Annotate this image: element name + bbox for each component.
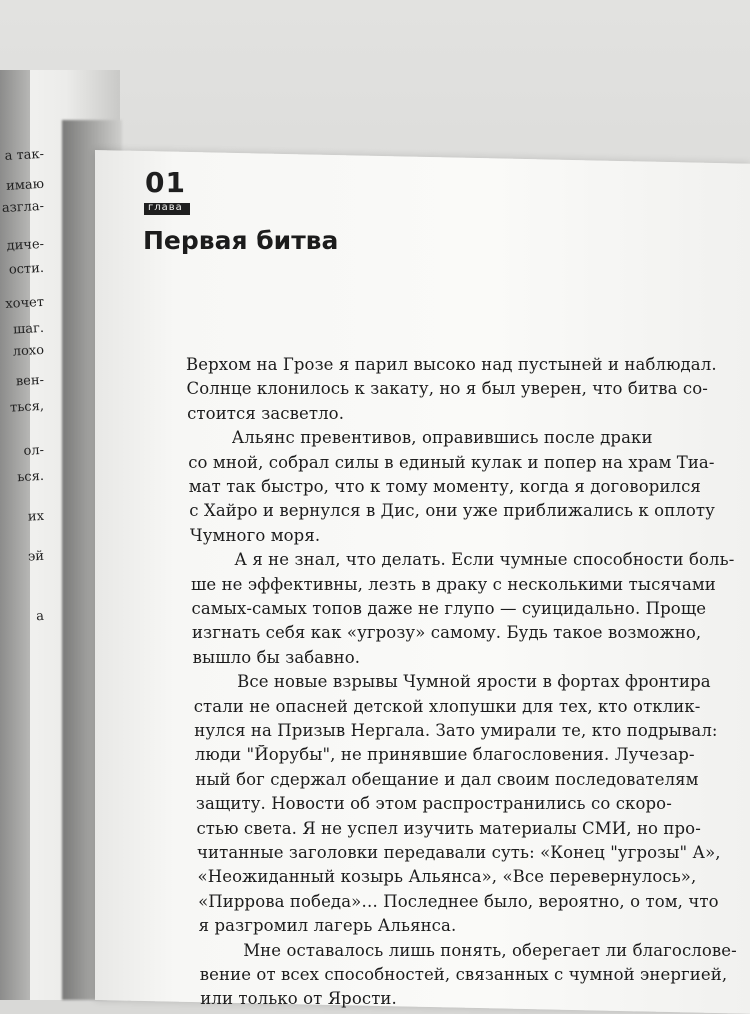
text-line: Мне оставалось лишь понять, оберегает ли благослове- <box>243 940 737 960</box>
text-line: Альянс превентивов, оправившись после драки <box>231 428 653 448</box>
left-page-fragment: хочет <box>4 294 45 312</box>
text-line: ный бог сдержал обещание и дал своим последователям <box>195 769 699 789</box>
text-line: Все новые взрывы Чумной ярости в фортах фронтира <box>237 672 711 692</box>
text-line: я разгромил лагерь Альянса. <box>198 916 457 936</box>
text-line: стью света. Я не успел изучить материалы СМИ, но про- <box>196 818 701 838</box>
text-line: с Хайро и вернулся в Дис, они уже приближались к оплоту <box>189 501 715 521</box>
left-page-fragment: их <box>27 508 45 525</box>
chapter-title: Первая битва <box>143 226 339 255</box>
left-page-fragment: ться, <box>9 398 45 416</box>
text-line: читанные заголовки передавали суть: «Конец "угрозы" А», <box>197 843 721 862</box>
chapter-label: глава <box>148 202 183 213</box>
text-line: люди "Йорубы", не принявшие благословения. Лучезар- <box>194 745 695 765</box>
text-line: изгнать себя как «угрозу» самому. Будь такое возможно, <box>192 623 702 643</box>
left-page-fragment: лохо <box>12 342 45 360</box>
left-page-fragment: вен- <box>15 372 45 390</box>
text-line: или только от Ярости. <box>200 989 397 1009</box>
left-page-fragment: а так- <box>4 146 45 164</box>
text-line: ше не эффективны, лезть в драку с несколькими тысячами <box>190 574 716 594</box>
left-page-fragment: эй <box>27 548 45 565</box>
text-line: «Пиррова победа»… Последнее было, вероятно, о том, что <box>198 891 719 911</box>
text-line: нулся на Призыв Нергала. Зато умирали те, кто подрывал: <box>194 721 718 740</box>
text-line: стоится засветло. <box>187 403 345 423</box>
left-page-fragment: ости. <box>8 260 45 278</box>
text-line: «Неожиданный козырь Альянса», «Все перевернулось», <box>197 867 697 887</box>
left-page-fragment: имаю <box>5 176 45 194</box>
left-page-fragment: шаг. <box>12 320 45 338</box>
text-line: мат так быстро, что к тому моменту, когда я договорился <box>188 477 701 496</box>
text-line: самых-самых топов даже не глупо — суицидально. Проще <box>191 599 707 618</box>
text-line: стали не опасней детской хлопушки для тех, кто отклик- <box>193 696 701 716</box>
text-line: вышло бы забавно. <box>192 647 361 667</box>
left-page-fragment: азгла- <box>1 198 45 217</box>
text-line: защиту. Новости об этом распространились со скоро- <box>195 794 672 814</box>
left-page-fragment: ол- <box>23 442 45 459</box>
text-line: Солнце клонилось к закату, но я был уверен, что битва со- <box>186 379 708 399</box>
text-line: А я не знал, что делать. Если чумные способности боль- <box>234 550 735 570</box>
text-line: вение от всех способностей, связанных с чумной энергией, <box>199 965 728 984</box>
left-page-fragment: а <box>35 608 45 625</box>
text-line: со мной, собрал силы в единый кулак и попер на храм Тиа- <box>188 452 715 472</box>
chapter-number: 01 <box>145 166 186 199</box>
text-line: Чумного моря. <box>189 525 321 545</box>
text-line: Верхом на Грозе я парил высоко над пустыней и наблюдал. <box>186 355 717 374</box>
left-page-fragment: диче- <box>6 236 45 254</box>
left-page-fragment: ься. <box>16 468 45 486</box>
